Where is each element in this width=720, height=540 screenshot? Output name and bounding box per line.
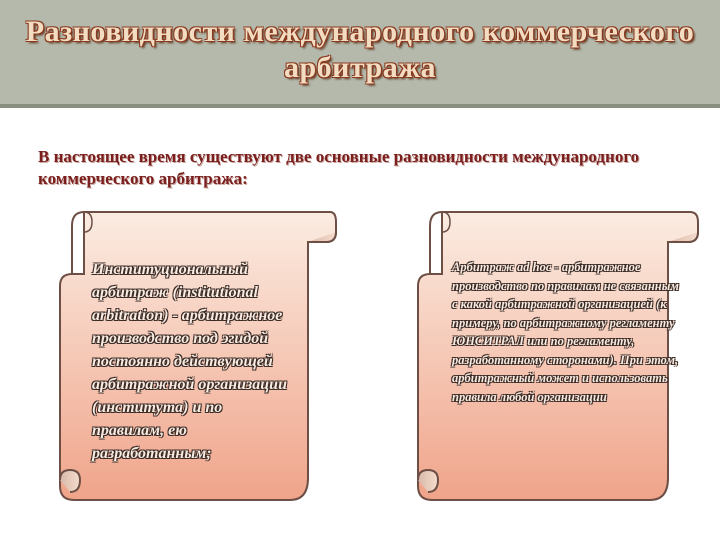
scroll-left-text: Институциональный арбитраж (institutional arbitration) - арбитражное производство под эгидой постоянно действующей арбитражной организации (института) и по правилам, ею разработанным; [92,261,287,462]
slide-title: Разновидности международного коммерческого арбитража [25,15,695,84]
intro-text: В настоящее время существуют две основные разновидности международного коммерческого арбитража: [38,147,640,188]
scroll-right-text: Арбитраж ad hoc - арбитражное производство по правилам не связанным с какой арбитражной организацией (к примеру, по арбитражному регламенту ЮНСИТРАЛ или по регламенту, разработанному сторонами). При этом, арбитражный может и использовать правила любой организации [452,260,679,404]
